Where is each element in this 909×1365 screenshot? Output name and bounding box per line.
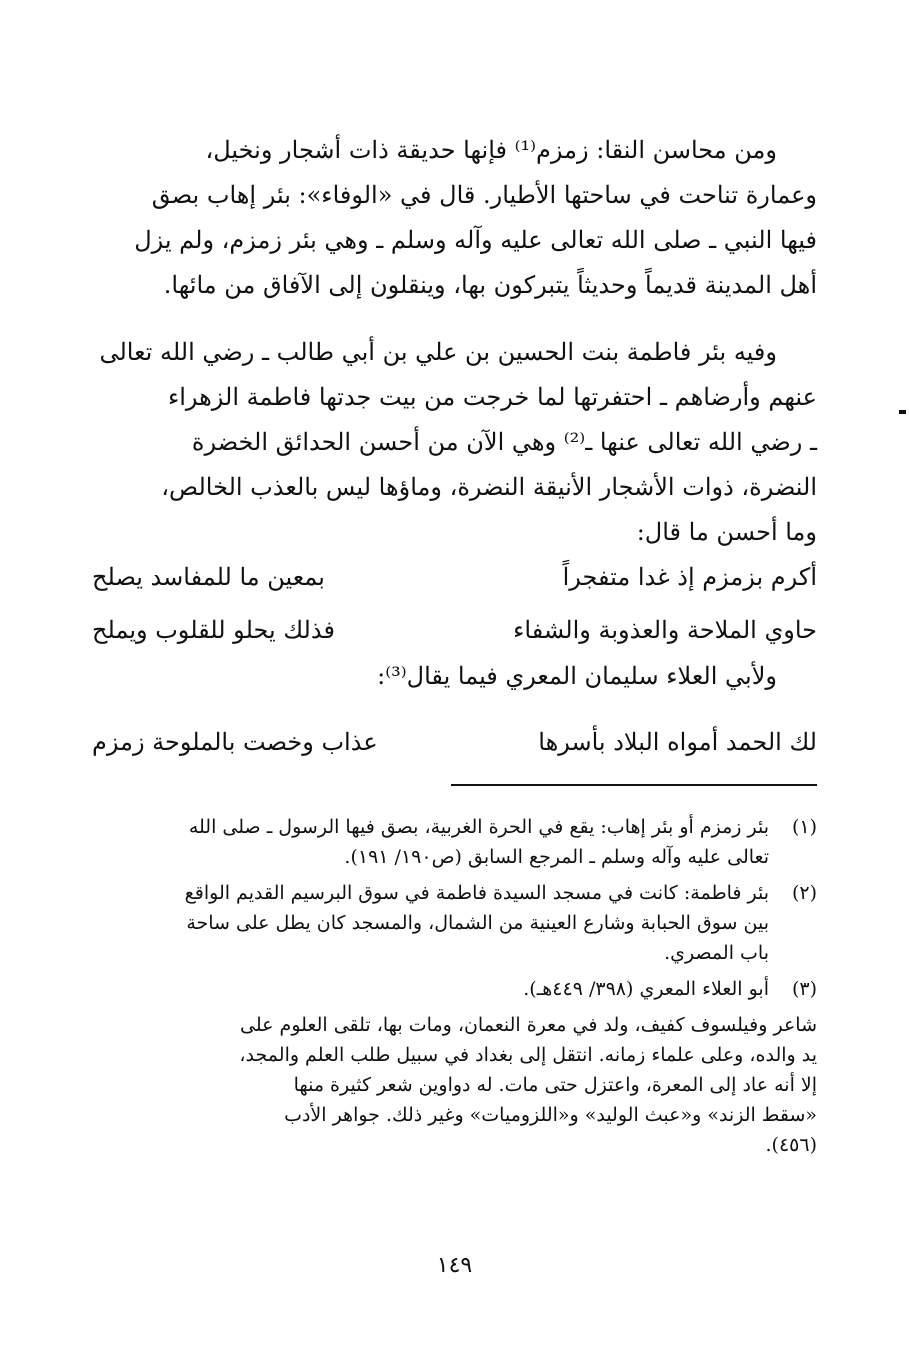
poem-intro-line: ولأبي العلاء سليمان المعري فيما يقال⁽³⁾: xyxy=(377,662,777,690)
paragraph-line: ومن محاسن النقا: زمزم⁽¹⁾ فإنها حديقة ذات أشجار ونخيل، xyxy=(205,136,777,164)
footnote-line: بئر زمزم أو بئر إهاب: يقع في الحرة الغربية، بصق فيها الرسول ـ صلى الله xyxy=(188,816,769,838)
footnote-line: بين سوق الحبابة وشارع العينية من الشمال، والمسجد كان يطل على ساحة xyxy=(186,912,769,934)
paragraph-zamzam xyxy=(92,128,817,308)
paragraph-line: وفيه بئر فاطمة بنت الحسين بن علي بن أبي طالب ـ رضي الله تعالى xyxy=(99,338,777,366)
paragraph-line: النضرة، ذوات الأشجار الأنيقة النضرة، وماؤها ليس بالعذب الخالص، xyxy=(161,473,817,501)
footnote-3-description xyxy=(92,1010,817,1160)
poem-verse xyxy=(92,605,817,655)
verse-second-hemistich: عذاب وخصت بالملوحة زمزم xyxy=(92,728,378,756)
footnote-body xyxy=(92,812,769,872)
footnote-body xyxy=(92,878,769,968)
footnote-separator xyxy=(451,784,817,786)
poem-verse xyxy=(92,717,817,767)
paragraph-line: وما أحسن ما قال: xyxy=(636,518,817,546)
footnote-1 xyxy=(92,812,817,872)
paragraph-fatima-well xyxy=(92,330,817,555)
verse-second-hemistich: بمعين ما للمفاسد يصلح xyxy=(92,563,325,591)
footnote-body xyxy=(92,974,769,1004)
footnote-line: بئر فاطمة: كانت في مسجد السيدة فاطمة في سوق البرسيم القديم الواقع xyxy=(184,882,769,904)
footnote-3 xyxy=(92,974,817,1004)
footnote-number: (٣) xyxy=(791,978,817,1000)
paragraph-line: وعمارة تناحت في ساحتها الأطيار. قال في «الوفاء»: بئر إهاب بصق xyxy=(151,181,817,209)
footnote-line: تعالى عليه وآله وسلم ـ المرجع السابق (ص١٩٠/ ١٩١). xyxy=(344,846,769,868)
footnote-number: (١) xyxy=(791,816,817,838)
poem-verse xyxy=(92,552,817,602)
verse-first-hemistich: أكرم بزمزم إذ غدا متفجراً xyxy=(562,563,817,591)
paragraph-line: ـ رضي الله تعالى عنها ـ⁽²⁾ وهي الآن من أحسن الحدائق الخضرة xyxy=(191,428,817,456)
footnote-line: (٤٥٦). xyxy=(765,1134,817,1156)
verse-first-hemistich: حاوي الملاحة والعذوبة والشفاء xyxy=(513,616,817,644)
page-number: ١٤٩ xyxy=(436,1253,473,1278)
verse-first-hemistich: لك الحمد أمواه البلاد بأسرها xyxy=(538,728,817,756)
paragraph-line: أهل المدينة قديماً وحديثاً يتبركون بها، وينقلون إلى الآفاق من مائها. xyxy=(163,271,817,299)
margin-mark xyxy=(899,410,906,414)
footnote-line: إلا أنه عاد إلى المعرة، واعتزل حتى مات. له دواوين شعر كثيرة منها xyxy=(293,1074,817,1096)
footnote-line: باب المصري. xyxy=(664,942,769,964)
paragraph-line: عنهم وأرضاهم ـ احتفرتها لما خرجت من بيت جدتها فاطمة الزهراء xyxy=(167,383,817,411)
footnote-2 xyxy=(92,878,817,968)
paragraph-line: فيها النبي ـ صلى الله تعالى عليه وآله وسلم ـ وهي بئر زمزم، ولم يزل xyxy=(134,226,817,254)
footnote-line: أبو العلاء المعري (٣٩٨/ ٤٤٩هـ). xyxy=(523,978,769,1000)
footnotes xyxy=(92,812,817,1160)
footnote-line: شاعر وفيلسوف كفيف، ولد في معرة النعمان، ومات بها، تلقى العلوم على xyxy=(240,1014,817,1036)
footnote-number: (٢) xyxy=(791,882,817,904)
footnote-line: يد والده، وعلى علماء زمانه. انتقل إلى بغداد في سبيل طلب العلم والمجد، xyxy=(239,1044,817,1066)
footnote-line: «سقط الزند» و«عبث الوليد» و«اللزوميات» وغير ذلك. جواهر الأدب xyxy=(284,1104,817,1126)
verse-second-hemistich: فذلك يحلو للقلوب ويملح xyxy=(92,616,335,644)
